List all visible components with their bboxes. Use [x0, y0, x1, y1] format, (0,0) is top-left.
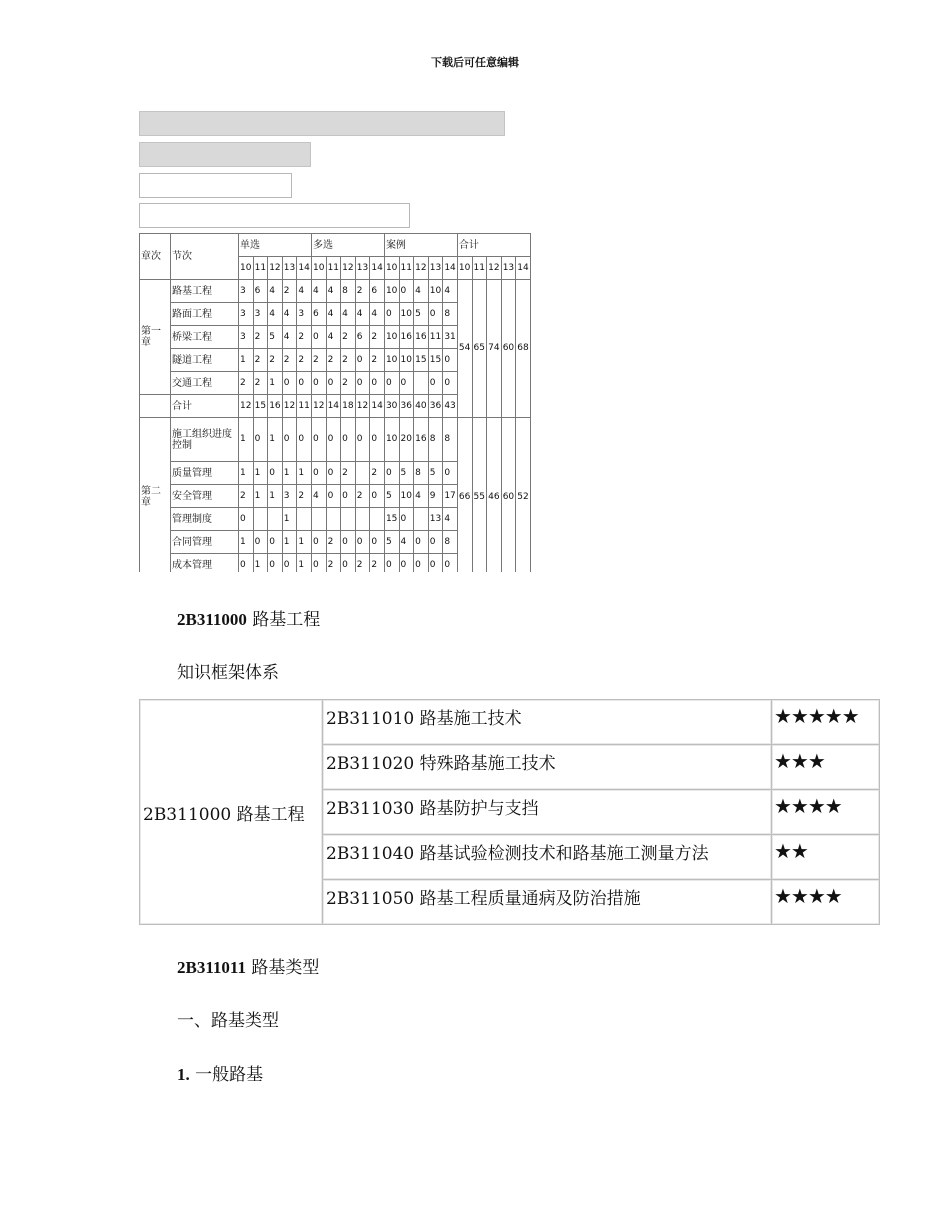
- score-cell: 0: [384, 554, 399, 573]
- score-cell: [355, 508, 370, 531]
- score-cell: 0: [326, 485, 341, 508]
- header-year: 10: [311, 257, 326, 280]
- gray-bar-2: [139, 142, 311, 167]
- section-name: 路基工程: [171, 280, 239, 303]
- score-cell: 0: [355, 349, 370, 372]
- subtotal-cell: 43: [443, 395, 458, 418]
- subtotal-cell: 12: [239, 395, 254, 418]
- score-cell: 2: [297, 485, 312, 508]
- score-cell: 2: [370, 462, 385, 485]
- subtotal-label: 合计: [171, 395, 239, 418]
- subtotal-cell: 18: [341, 395, 356, 418]
- header-year: 10: [384, 257, 399, 280]
- subtotal-cell: 12: [355, 395, 370, 418]
- framework-row-label: 2B311040 路基试验检测技术和路基施工测量方法: [323, 835, 772, 880]
- subtotal-cell: 36: [428, 395, 443, 418]
- header-year: 13: [355, 257, 370, 280]
- rating-stars: ★★: [772, 835, 880, 880]
- score-cell: 0: [370, 485, 385, 508]
- header-group: 单选: [239, 234, 312, 257]
- score-cell: 6: [370, 280, 385, 303]
- framework-table: [139, 699, 880, 925]
- score-cell: 31: [443, 326, 458, 349]
- total-cell: 60: [501, 418, 516, 573]
- score-cell: 9: [428, 485, 443, 508]
- score-cell: 4: [326, 280, 341, 303]
- score-cell: 0: [428, 372, 443, 395]
- rating-stars: ★★★★★: [772, 700, 880, 745]
- score-cell: 0: [443, 349, 458, 372]
- gray-bar-1: [139, 111, 505, 136]
- score-cell: 0: [414, 531, 429, 554]
- score-table-image: [139, 233, 532, 572]
- score-cell: 8: [341, 280, 356, 303]
- page-header: 下载后可任意编辑: [431, 56, 519, 69]
- score-cell: 0: [384, 303, 399, 326]
- subtotal-cell: 15: [253, 395, 268, 418]
- subtotal-cell: 11: [297, 395, 312, 418]
- score-cell: 0: [341, 554, 356, 573]
- total-cell: 74: [487, 280, 502, 418]
- score-cell: 3: [282, 485, 297, 508]
- score-cell: 0: [355, 531, 370, 554]
- section-name: 质量管理: [171, 462, 239, 485]
- section-name: 路面工程: [171, 303, 239, 326]
- header-year: 10: [457, 257, 472, 280]
- score-cell: [414, 372, 429, 395]
- score-cell: 1: [253, 462, 268, 485]
- score-cell: 0: [297, 418, 312, 462]
- header-year: 10: [239, 257, 254, 280]
- score-cell: 0: [399, 280, 414, 303]
- framework-table-image: [139, 699, 879, 917]
- score-cell: 6: [253, 280, 268, 303]
- score-cell: 0: [384, 372, 399, 395]
- score-cell: 2: [355, 554, 370, 573]
- total-cell: 66: [457, 418, 472, 573]
- score-cell: 0: [253, 418, 268, 462]
- score-cell: 4: [268, 280, 283, 303]
- score-cell: 10: [399, 303, 414, 326]
- header-year: 11: [253, 257, 268, 280]
- score-cell: 1: [239, 349, 254, 372]
- score-cell: 1: [239, 462, 254, 485]
- score-cell: 0: [239, 554, 254, 573]
- score-cell: 4: [326, 303, 341, 326]
- header-year: 11: [472, 257, 487, 280]
- score-cell: [253, 508, 268, 531]
- header-year: 11: [399, 257, 414, 280]
- section-title: 路基工程: [252, 610, 321, 630]
- score-cell: 4: [311, 485, 326, 508]
- score-cell: 10: [384, 349, 399, 372]
- subtotal-cell: 16: [268, 395, 283, 418]
- score-cell: [268, 508, 283, 531]
- score-cell: 16: [399, 326, 414, 349]
- score-cell: 0: [428, 531, 443, 554]
- header-year: 12: [341, 257, 356, 280]
- score-cell: 1: [297, 531, 312, 554]
- score-cell: 4: [355, 303, 370, 326]
- score-cell: 5: [384, 531, 399, 554]
- score-cell: 1: [268, 418, 283, 462]
- score-cell: 10: [384, 326, 399, 349]
- score-cell: 0: [326, 372, 341, 395]
- header-year: 14: [297, 257, 312, 280]
- header-group: 合计: [457, 234, 530, 257]
- score-cell: 1: [268, 372, 283, 395]
- header-year: 13: [282, 257, 297, 280]
- score-cell: 5: [428, 462, 443, 485]
- score-cell: 8: [428, 418, 443, 462]
- rating-stars: ★★★★: [772, 880, 880, 925]
- score-cell: 2: [239, 485, 254, 508]
- score-cell: 2: [341, 326, 356, 349]
- subtotal-cell: 40: [414, 395, 429, 418]
- framework-row-label: 2B311030 路基防护与支挡: [323, 790, 772, 835]
- topic-heading: [177, 953, 319, 978]
- score-cell: 1: [282, 531, 297, 554]
- score-cell: 0: [239, 508, 254, 531]
- total-cell: 68: [516, 280, 531, 418]
- header-year: 14: [516, 257, 531, 280]
- score-cell: 5: [384, 485, 399, 508]
- header-year: 13: [428, 257, 443, 280]
- score-cell: 1: [239, 531, 254, 554]
- score-cell: 2: [253, 349, 268, 372]
- score-cell: 1: [282, 508, 297, 531]
- score-cell: 1: [253, 485, 268, 508]
- score-cell: 2: [341, 462, 356, 485]
- score-cell: 1: [297, 554, 312, 573]
- header-year: 12: [268, 257, 283, 280]
- score-cell: 2: [297, 326, 312, 349]
- subtotal-cell: 12: [311, 395, 326, 418]
- score-cell: 0: [311, 554, 326, 573]
- score-cell: 0: [384, 462, 399, 485]
- score-cell: 8: [443, 303, 458, 326]
- framework-row-label: 2B311050 路基工程质量通病及防治措施: [323, 880, 772, 925]
- score-cell: 2: [370, 349, 385, 372]
- header-section: 节次: [171, 234, 239, 280]
- score-cell: 2: [370, 326, 385, 349]
- score-cell: 0: [443, 372, 458, 395]
- rating-stars: ★★★★: [772, 790, 880, 835]
- score-cell: 0: [253, 531, 268, 554]
- subtotal-cell: 14: [370, 395, 385, 418]
- score-cell: 0: [341, 531, 356, 554]
- score-cell: 6: [311, 303, 326, 326]
- score-cell: 4: [282, 326, 297, 349]
- chapter-label: 第一章: [140, 280, 171, 395]
- score-cell: 6: [355, 326, 370, 349]
- chapter-label: 第二章: [140, 418, 171, 573]
- score-cell: [414, 508, 429, 531]
- score-cell: 0: [355, 372, 370, 395]
- score-cell: 3: [239, 326, 254, 349]
- score-cell: 0: [311, 462, 326, 485]
- score-cell: 4: [414, 280, 429, 303]
- total-cell: 46: [487, 418, 502, 573]
- total-cell: 65: [472, 280, 487, 418]
- score-cell: 3: [297, 303, 312, 326]
- score-cell: 2: [253, 372, 268, 395]
- score-cell: 0: [341, 485, 356, 508]
- section-name: 施工组织进度控制: [171, 418, 239, 462]
- header-year: 14: [443, 257, 458, 280]
- score-cell: 4: [282, 303, 297, 326]
- header-year: 13: [501, 257, 516, 280]
- point-heading-2: [177, 1060, 263, 1085]
- score-cell: 1: [253, 554, 268, 573]
- score-cell: 1: [268, 485, 283, 508]
- score-cell: 0: [311, 418, 326, 462]
- point-title: 一般路基: [195, 1065, 264, 1085]
- score-cell: 10: [399, 485, 414, 508]
- section-name: 合同管理: [171, 531, 239, 554]
- score-cell: 10: [428, 280, 443, 303]
- score-cell: 4: [370, 303, 385, 326]
- score-cell: 0: [326, 462, 341, 485]
- score-cell: 2: [297, 349, 312, 372]
- section-name: 交通工程: [171, 372, 239, 395]
- score-cell: 0: [428, 554, 443, 573]
- total-cell: 55: [472, 418, 487, 573]
- score-cell: 2: [326, 531, 341, 554]
- header-chapter: 章次: [140, 234, 171, 280]
- score-cell: 13: [428, 508, 443, 531]
- score-cell: 0: [414, 554, 429, 573]
- score-cell: 0: [355, 418, 370, 462]
- framework-row-label: 2B311010 路基施工技术: [323, 700, 772, 745]
- score-cell: 0: [282, 554, 297, 573]
- score-cell: 0: [268, 462, 283, 485]
- section-code: 2B311000: [177, 610, 247, 629]
- score-cell: 15: [384, 508, 399, 531]
- score-cell: 8: [443, 531, 458, 554]
- score-cell: 0: [311, 531, 326, 554]
- score-cell: 0: [399, 554, 414, 573]
- score-cell: 0: [282, 418, 297, 462]
- subtotal-cell: 30: [384, 395, 399, 418]
- score-cell: 2: [326, 554, 341, 573]
- score-cell: 4: [443, 280, 458, 303]
- score-cell: 0: [341, 418, 356, 462]
- score-cell: 0: [282, 372, 297, 395]
- score-cell: 11: [428, 326, 443, 349]
- score-cell: 3: [239, 303, 254, 326]
- subtotal-cell: 12: [282, 395, 297, 418]
- score-cell: [326, 508, 341, 531]
- score-cell: 4: [268, 303, 283, 326]
- score-cell: 0: [370, 531, 385, 554]
- score-cell: 0: [399, 508, 414, 531]
- score-cell: 0: [311, 326, 326, 349]
- framework-main-cell: 2B311000 路基工程: [140, 700, 323, 925]
- blank-box-1: [139, 173, 292, 198]
- score-cell: 2: [341, 372, 356, 395]
- score-cell: 0: [370, 372, 385, 395]
- score-cell: 2: [326, 349, 341, 372]
- rating-stars: ★★★: [772, 745, 880, 790]
- score-cell: 1: [297, 462, 312, 485]
- score-cell: 5: [414, 303, 429, 326]
- score-cell: 5: [268, 326, 283, 349]
- subtotal-cell: 14: [326, 395, 341, 418]
- score-cell: 2: [370, 554, 385, 573]
- section-heading: [177, 605, 320, 630]
- section-name: 隧道工程: [171, 349, 239, 372]
- header-year: 12: [414, 257, 429, 280]
- score-cell: [341, 508, 356, 531]
- blank-box-2: [139, 203, 410, 228]
- score-cell: 4: [341, 303, 356, 326]
- score-cell: [297, 508, 312, 531]
- score-cell: 0: [326, 418, 341, 462]
- topic-code: 2B311011: [177, 958, 246, 977]
- score-cell: 16: [414, 326, 429, 349]
- score-cell: 4: [297, 280, 312, 303]
- score-cell: 4: [414, 485, 429, 508]
- section-name: 桥梁工程: [171, 326, 239, 349]
- score-cell: 10: [384, 280, 399, 303]
- point-number: 1.: [177, 1065, 190, 1084]
- section-name: 管理制度: [171, 508, 239, 531]
- score-cell: 2: [282, 349, 297, 372]
- score-cell: 15: [428, 349, 443, 372]
- score-cell: 0: [268, 554, 283, 573]
- framework-subheading: 知识框架体系: [177, 663, 279, 683]
- total-cell: 54: [457, 280, 472, 418]
- score-cell: 2: [355, 280, 370, 303]
- score-cell: [355, 462, 370, 485]
- section-name: 成本管理: [171, 554, 239, 573]
- score-cell: 0: [428, 303, 443, 326]
- score-cell: 0: [268, 531, 283, 554]
- score-cell: 5: [399, 462, 414, 485]
- score-cell: 2: [311, 349, 326, 372]
- score-cell: 0: [399, 372, 414, 395]
- score-cell: 3: [239, 280, 254, 303]
- score-cell: [370, 508, 385, 531]
- score-cell: 4: [326, 326, 341, 349]
- score-cell: 20: [399, 418, 414, 462]
- topic-title: 路基类型: [251, 958, 320, 978]
- score-cell: 15: [414, 349, 429, 372]
- score-cell: 17: [443, 485, 458, 508]
- score-cell: 8: [443, 418, 458, 462]
- score-cell: 0: [443, 462, 458, 485]
- score-cell: 2: [282, 280, 297, 303]
- header-group: 案例: [384, 234, 457, 257]
- score-cell: 10: [384, 418, 399, 462]
- score-cell: 1: [239, 418, 254, 462]
- score-cell: 2: [268, 349, 283, 372]
- score-cell: 2: [341, 349, 356, 372]
- score-table: [139, 233, 531, 572]
- score-cell: 2: [253, 326, 268, 349]
- score-cell: 4: [399, 531, 414, 554]
- score-cell: 4: [311, 280, 326, 303]
- header-year: 12: [487, 257, 502, 280]
- score-cell: 1: [282, 462, 297, 485]
- subtotal-blank: [140, 395, 171, 418]
- header-group: 多选: [311, 234, 384, 257]
- score-cell: 4: [443, 508, 458, 531]
- score-cell: 10: [399, 349, 414, 372]
- score-cell: 16: [414, 418, 429, 462]
- score-cell: 3: [253, 303, 268, 326]
- score-cell: 0: [311, 372, 326, 395]
- total-cell: 60: [501, 280, 516, 418]
- framework-row-label: 2B311020 特殊路基施工技术: [323, 745, 772, 790]
- header-year: 11: [326, 257, 341, 280]
- score-cell: 8: [414, 462, 429, 485]
- score-cell: 0: [370, 418, 385, 462]
- score-cell: [311, 508, 326, 531]
- subtotal-cell: 36: [399, 395, 414, 418]
- point-heading-1: 一、路基类型: [177, 1011, 279, 1031]
- score-cell: 0: [297, 372, 312, 395]
- score-cell: 2: [355, 485, 370, 508]
- score-cell: 0: [443, 554, 458, 573]
- total-cell: 52: [516, 418, 531, 573]
- score-cell: 2: [239, 372, 254, 395]
- section-name: 安全管理: [171, 485, 239, 508]
- header-year: 14: [370, 257, 385, 280]
